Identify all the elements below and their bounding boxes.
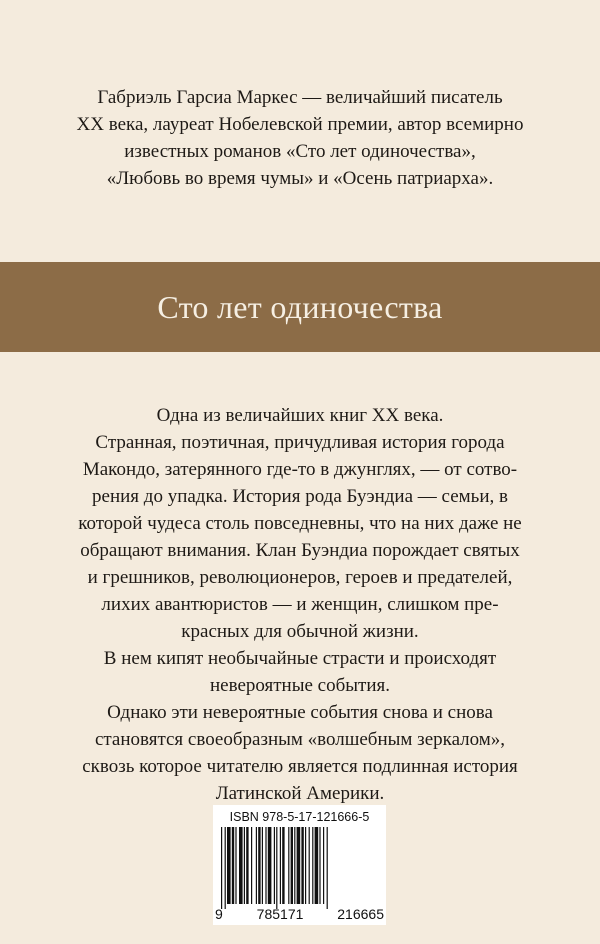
description-line: рения до упадка. История рода Буэндиа — семьи, в (92, 486, 508, 507)
barcode-bar (235, 827, 236, 904)
barcode-bar (274, 827, 275, 904)
barcode-bar (227, 827, 231, 904)
barcode-bar (262, 827, 263, 904)
description-line: Латинской Америки. (215, 783, 385, 804)
description-line: Макондо, затерянного где-то в джунглях, — от сотво- (82, 459, 518, 480)
description-line: красных для обычной жизни. (181, 621, 419, 642)
barcode-bar (276, 827, 277, 909)
barcode-bar (327, 827, 328, 909)
barcode-bar (309, 827, 310, 904)
author-blurb-line: известных романов «Сто лет одиночества», (124, 141, 476, 162)
barcode-bar (225, 827, 226, 909)
description-line: В нем кипят необычайные страсти и происходят (103, 648, 497, 669)
barcode-bar (258, 827, 260, 904)
description-line: невероятные события. (209, 675, 391, 696)
barcode-bar (221, 827, 222, 909)
book-description (40, 402, 560, 807)
book-title: Сто лет одиночества (157, 288, 443, 325)
barcode-bar (282, 827, 284, 904)
description-line: Однако эти невероятные события снова и снова (107, 702, 493, 723)
isbn-label: ISBN 978-5-17-121666-5 (229, 810, 370, 824)
author-blurb-line: «Любовь во время чумы» и «Осень патриарха». (106, 168, 494, 189)
barcode-bar (291, 827, 293, 904)
barcode-bar (297, 827, 301, 904)
description-line: лихих авантюристов — и женщин, слишком пре- (101, 594, 499, 615)
barcode-bar (256, 827, 257, 904)
description-line: обращают внимания. Клан Буэндиа порождает святых (80, 540, 520, 561)
description-line: Странная, поэтичная, причудливая история города (95, 432, 505, 453)
barcode-digits (215, 906, 384, 922)
barcode-bar (239, 827, 243, 904)
barcode-bar (268, 827, 272, 904)
barcode-bar (315, 827, 319, 904)
barcode-bar (280, 827, 281, 904)
description-line: которой чудеса столь повседневны, что на них даже не (78, 513, 522, 534)
description-line: Одна из величайших книг XX века. (156, 405, 444, 426)
barcode-bar (265, 827, 266, 904)
barcode-digit-group: 216665 (337, 906, 384, 922)
barcode-bar (312, 827, 313, 904)
barcode-bar (232, 827, 234, 904)
barcode-bar (288, 827, 289, 904)
barcode-bar (244, 827, 245, 904)
barcode-bar (323, 827, 324, 904)
description-line: становятся своеобразным «волшебным зеркалом», (94, 729, 506, 750)
barcode-bar (305, 827, 306, 904)
barcode-bar (246, 827, 248, 904)
author-blurb (40, 84, 560, 192)
author-blurb-line: Габриэль Гарсиа Маркес — величайший писатель (97, 87, 503, 108)
barcode-digit-group: 9 (215, 906, 223, 922)
barcode-bar (301, 827, 303, 904)
description-line: сквозь которое читателю является подлинная история (82, 756, 518, 777)
barcode-bar (251, 827, 252, 904)
description-line: и грешников, революционеров, героев и предателей, (87, 567, 513, 588)
barcode-bar (319, 827, 320, 904)
barcode-bar (294, 827, 295, 904)
title-band (0, 262, 600, 352)
barcode-digit-group: 785171 (256, 906, 304, 922)
barcode-box (213, 805, 386, 925)
author-blurb-line: XX века, лауреат Нобелевской премии, автор всемирно (76, 114, 524, 135)
